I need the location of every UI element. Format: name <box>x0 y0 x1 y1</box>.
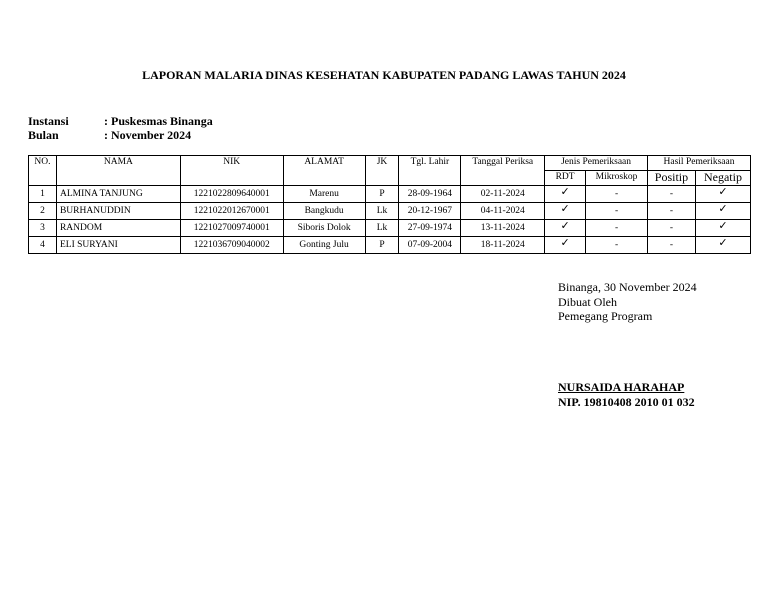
header-nik: NIK <box>180 156 283 186</box>
signature-place-date: Binanga, 30 November 2024 <box>558 280 697 294</box>
cell-nama: ALMINA TANJUNG <box>56 186 180 203</box>
cell-rdt-check-icon: ✓ <box>545 186 586 203</box>
header-nama: NAMA <box>56 156 180 186</box>
header-tgl-lahir: Tgl. Lahir <box>399 156 461 186</box>
cell-no: 4 <box>29 237 57 254</box>
cell-negatip-check-icon: ✓ <box>695 237 750 254</box>
cell-no: 2 <box>29 203 57 220</box>
cell-nik: 1221022809640001 <box>180 186 283 203</box>
cell-no: 3 <box>29 220 57 237</box>
cell-positip: - <box>648 220 696 237</box>
cell-nama: BURHANUDDIN <box>56 203 180 220</box>
cell-rdt-check-icon: ✓ <box>545 203 586 220</box>
bulan-label: Bulan <box>28 128 59 142</box>
cell-nama: RANDOM <box>56 220 180 237</box>
cell-nik: 1221027009740001 <box>180 220 283 237</box>
cell-negatip-check-icon: ✓ <box>695 186 750 203</box>
cell-tgl-lahir: 28-09-1964 <box>399 186 461 203</box>
cell-positip: - <box>648 186 696 203</box>
cell-tgl-lahir: 07-09-2004 <box>399 237 461 254</box>
header-tanggal-periksa: Tanggal Periksa <box>461 156 545 186</box>
cell-rdt-check-icon: ✓ <box>545 237 586 254</box>
cell-alamat: Bangkudu <box>283 203 365 220</box>
cell-tgl-lahir: 20-12-1967 <box>399 203 461 220</box>
cell-mikroskop: - <box>586 220 648 237</box>
header-rdt: RDT <box>545 171 586 186</box>
cell-alamat: Gonting Julu <box>283 237 365 254</box>
header-alamat: ALAMAT <box>283 156 365 186</box>
table-row <box>29 220 751 237</box>
report-title: LAPORAN MALARIA DINAS KESEHATAN KABUPATEN PADANG LAWAS TAHUN 2024 <box>142 68 626 82</box>
cell-mikroskop: - <box>586 237 648 254</box>
cell-negatip-check-icon: ✓ <box>695 220 750 237</box>
instansi-label: Instansi <box>28 114 69 128</box>
header-positip: Positip <box>648 171 696 186</box>
cell-alamat: Marenu <box>283 186 365 203</box>
header-negatip: Negatip <box>695 171 750 186</box>
signature-made-by: Dibuat Oleh <box>558 295 617 309</box>
cell-tanggal-periksa: 02-11-2024 <box>461 186 545 203</box>
cell-nik: 1221036709040002 <box>180 237 283 254</box>
table-header-row <box>29 156 751 171</box>
signature-nip: NIP. 19810408 2010 01 032 <box>558 395 695 409</box>
cell-tanggal-periksa: 04-11-2024 <box>461 203 545 220</box>
instansi-row <box>28 114 213 129</box>
cell-jk: Lk <box>365 220 399 237</box>
cell-jk: P <box>365 186 399 203</box>
bulan-row <box>28 128 191 143</box>
malaria-report-table <box>28 155 751 254</box>
cell-mikroskop: - <box>586 203 648 220</box>
table-row <box>29 203 751 220</box>
signature-name: NURSAIDA HARAHAP <box>558 380 685 394</box>
cell-tanggal-periksa: 13-11-2024 <box>461 220 545 237</box>
cell-jk: Lk <box>365 203 399 220</box>
cell-positip: - <box>648 203 696 220</box>
header-mikroskop: Mikroskop <box>586 171 648 186</box>
cell-positip: - <box>648 237 696 254</box>
cell-alamat: Siboris Dolok <box>283 220 365 237</box>
header-hasil-pemeriksaan: Hasil Pemeriksaan <box>648 156 751 171</box>
header-jk: JK <box>365 156 399 186</box>
header-no: NO. <box>29 156 57 186</box>
cell-nik: 1221022012670001 <box>180 203 283 220</box>
cell-negatip-check-icon: ✓ <box>695 203 750 220</box>
cell-rdt-check-icon: ✓ <box>545 220 586 237</box>
cell-jk: P <box>365 237 399 254</box>
cell-nama: ELI SURYANI <box>56 237 180 254</box>
table-row <box>29 237 751 254</box>
header-jenis-pemeriksaan: Jenis Pemeriksaan <box>545 156 648 171</box>
cell-mikroskop: - <box>586 186 648 203</box>
signature-role: Pemegang Program <box>558 309 653 323</box>
table-row <box>29 186 751 203</box>
cell-no: 1 <box>29 186 57 203</box>
bulan-value: : November 2024 <box>104 128 192 142</box>
instansi-value: : Puskesmas Binanga <box>104 114 213 128</box>
cell-tanggal-periksa: 18-11-2024 <box>461 237 545 254</box>
cell-tgl-lahir: 27-09-1974 <box>399 220 461 237</box>
